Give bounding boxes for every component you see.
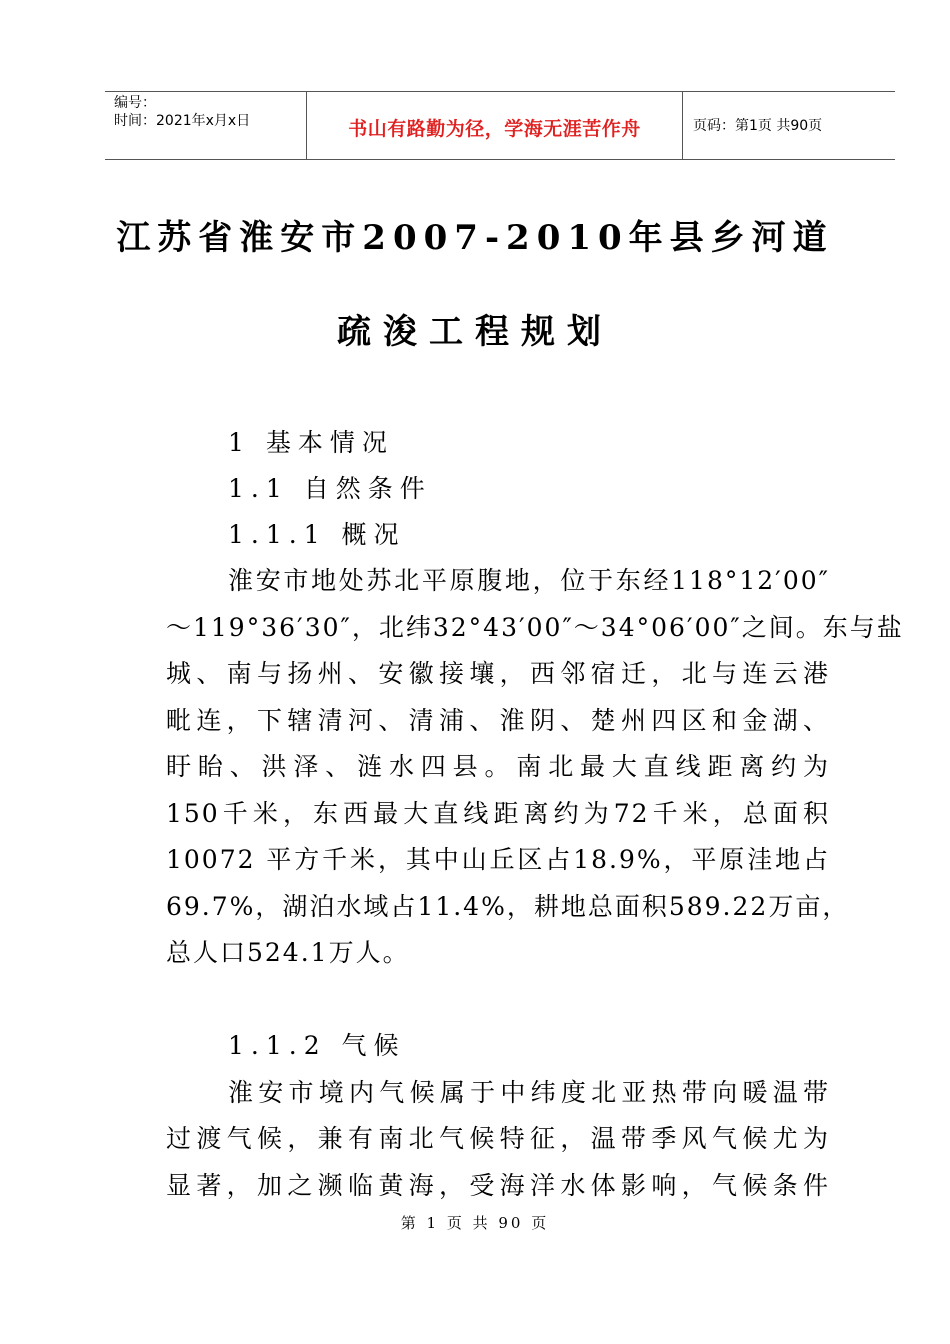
- serial-number-label: 编号：: [114, 95, 156, 111]
- paragraph-line: 显著，加之濒临黄海，受海洋水体影响，气候条件: [166, 1171, 830, 1200]
- paragraph-line: ～119°36′30″，北纬32°43′00″～34°06′00″之间。东与盐: [166, 613, 904, 642]
- section-heading-1: 1 基本情况: [228, 428, 394, 457]
- section-heading-1-1-2: 1.1.2 气候: [228, 1031, 406, 1060]
- paragraph-line: 总人口524.1万人。: [166, 938, 410, 967]
- paragraph-line: 过渡气候，兼有南北气候特征，温带季风气候尤为: [166, 1124, 830, 1153]
- paragraph-line: 毗连，下辖清河、清浦、淮阴、楚州四区和金湖、: [166, 706, 830, 735]
- paragraph-line: 淮安市地处苏北平原腹地，位于东经118°12′00″: [228, 566, 830, 595]
- document-title-line-1: 江苏省淮安市2007-2010年县乡河道: [116, 218, 834, 258]
- paragraph-line: 淮安市境内气候属于中纬度北亚热带向暖温带: [228, 1078, 830, 1107]
- paragraph-line: 城、南与扬州、安徽接壤，西邻宿迁，北与连云港: [166, 659, 830, 688]
- document-title-line-2: 疏浚工程规划: [337, 312, 613, 352]
- page-number-label: 页码：第1页 共90页: [693, 118, 823, 134]
- header-meta-cell: [105, 92, 306, 159]
- section-heading-1-1-1: 1.1.1 概况: [228, 520, 406, 549]
- header-page-cell: [682, 92, 895, 159]
- section-heading-1-1: 1.1 自然条件: [228, 474, 432, 503]
- paragraph-line: 150千米，东西最大直线距离约为72千米，总面积: [166, 799, 830, 828]
- motto-text: 书山有路勤为径，学海无涯苦作舟: [348, 118, 641, 140]
- paragraph-line: 69.7%，湖泊水域占11.4%，耕地总面积589.22万亩，: [166, 892, 850, 921]
- paragraph-line: 10072 平方千米，其中山丘区占18.9%，平原洼地占: [166, 845, 830, 874]
- page-footer: 第 1 页 共 90 页: [400, 1214, 550, 1232]
- date-label: 时间：2021年x月x日: [114, 113, 251, 129]
- header-motto-cell: [306, 92, 683, 159]
- paragraph-line: 盱眙、洪泽、涟水四县。南北最大直线距离约为: [166, 752, 830, 781]
- document-header: [105, 91, 895, 160]
